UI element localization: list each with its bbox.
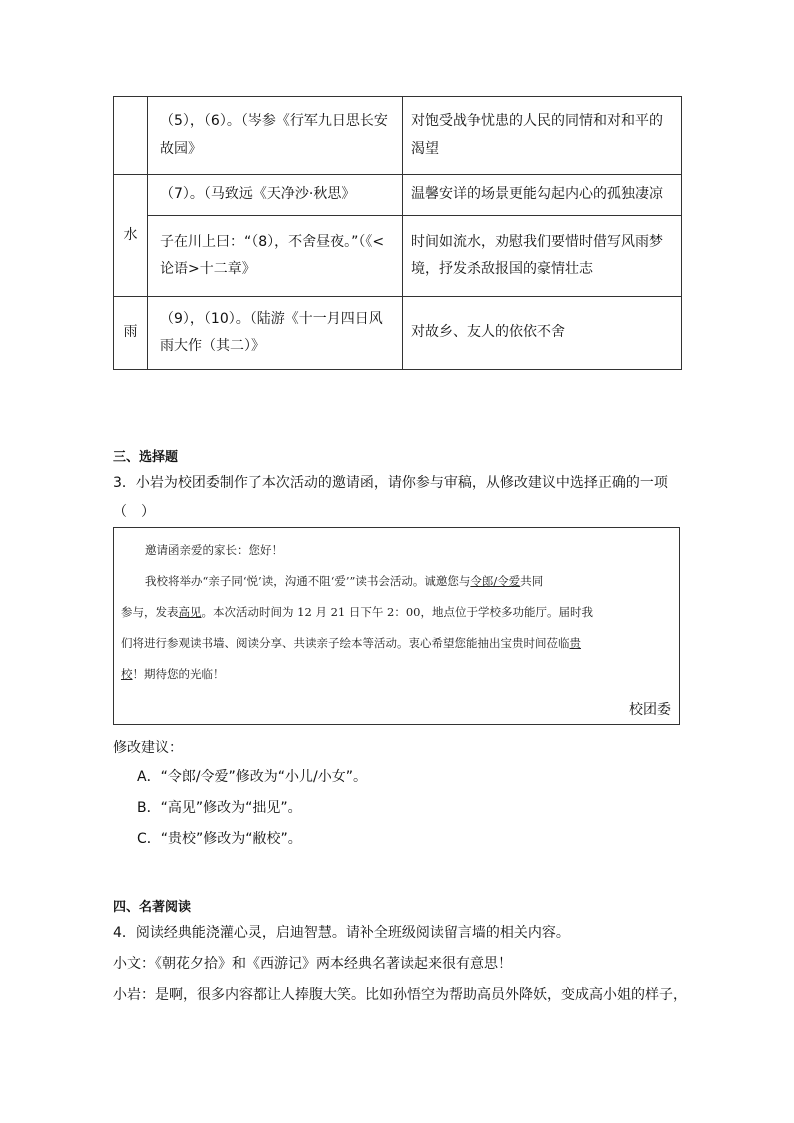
option-b: B．“高见”修改为“拙见”。 <box>137 800 302 816</box>
table-row <box>114 175 682 216</box>
poem-table <box>113 96 682 370</box>
theme-cell: 对饱受战争忧患的人民的同情和对和平的渴望 <box>403 97 682 175</box>
source-cell: （5），（6）。（岑参《行军九日思长安故园》 <box>148 97 403 175</box>
letter-line: 我校将举办“亲子同‘悦’读，沟通不阻‘爱’”读书会活动。诚邀您与令郎/令爱共同 <box>145 574 544 588</box>
section-3-title: 三、选择题 <box>113 450 179 465</box>
table-row <box>114 97 682 175</box>
table-row <box>114 297 682 370</box>
suggestion-label: 修改建议： <box>113 740 183 756</box>
theme-cell: 温馨安详的场景更能勾起内心的孤独凄凉 <box>403 175 682 216</box>
source-cell: 子在川上曰：“（8），不舍昼夜。”（《<论语>十二章》 <box>148 216 403 297</box>
source-cell: （9），（10）。（陆游《十一月四日风雨大作（其二）》 <box>148 297 403 370</box>
option-a: A．“令郎/令爱”修改为“小儿/小女”。 <box>137 769 368 785</box>
question-3-text: 3．小岩为校团委制作了本次活动的邀请函，请你参与审稿，从修改建议中选择正确的一项 <box>113 475 668 491</box>
section-4-title: 四、名著阅读 <box>113 900 192 915</box>
dialog-line: 小文：《朝花夕拾》和《西游记》两本经典名著读起来很有意思！ <box>113 956 512 972</box>
underlined-term: 贵 <box>569 636 581 650</box>
letter-line: 参与，发表高见。本次活动时间为 12 月 21 日下午 2：00，地点位于学校多功能厅。届时我 <box>121 605 593 619</box>
theme-cell: 时间如流水，劝慰我们要惜时借写风雨梦境，抒发杀敌报国的豪情壮志 <box>403 216 682 297</box>
theme-cell: 对故乡、友人的依依不舍 <box>403 297 682 370</box>
letter-line: 校！期待您的光临！ <box>121 667 225 681</box>
letter-signature: 校团委 <box>629 702 671 718</box>
invitation-letter <box>113 527 680 725</box>
answer-paren: （ ） <box>113 504 155 520</box>
category-cell: 水 <box>114 175 148 297</box>
underlined-term: 高见 <box>178 605 202 619</box>
option-c: C．“贵校”修改为“敝校”。 <box>137 831 302 847</box>
underlined-term: 校 <box>121 667 133 681</box>
question-4-text: 4．阅读经典能浇灌心灵，启迪智慧。请补全班级阅读留言墙的相关内容。 <box>113 925 570 941</box>
letter-line: 们将进行参观读书墙、阅读分享、共读亲子绘本等活动。衷心希望您能抽出宝贵时间莅临贵 <box>121 636 581 650</box>
category-cell <box>114 97 148 175</box>
underlined-term: 令郎/令爱 <box>470 574 521 588</box>
category-cell: 雨 <box>114 297 148 370</box>
source-cell: （7）。（马致远《天净沙·秋思》 <box>148 175 403 216</box>
table-row <box>114 216 682 297</box>
dialog-line: 小岩：是啊，很多内容都让人捧腹大笑。比如孙悟空为帮助高员外降妖，变成高小姐的样子， <box>113 987 687 1003</box>
letter-greeting: 邀请函亲爱的家长：您好！ <box>145 543 283 557</box>
